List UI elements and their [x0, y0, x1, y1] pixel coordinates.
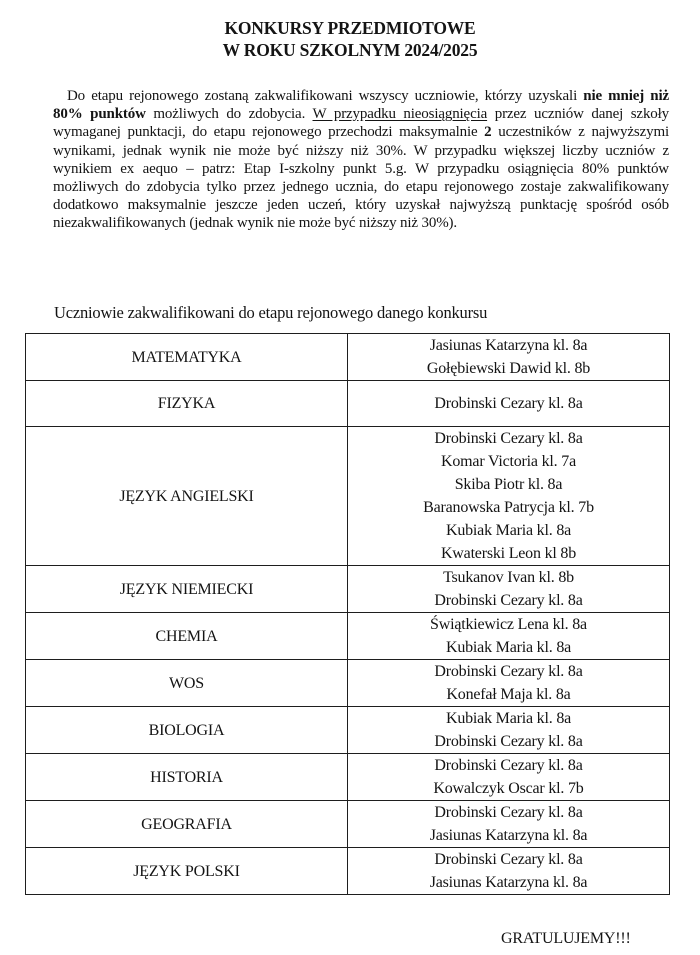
student-name: Drobinski Cezary kl. 8a	[434, 757, 583, 774]
table-caption: Uczniowie zakwalifikowani do etapu rejonowego danego konkursu	[54, 303, 488, 322]
student-name: Baranowska Patrycja kl. 7b	[423, 499, 594, 516]
table-row	[26, 848, 670, 895]
subject-cell: BIOLOGIA	[26, 707, 348, 754]
intro-paragraph	[53, 87, 669, 233]
student-name: Komar Victoria kl. 7a	[441, 453, 576, 470]
student-name: Jasiunas Katarzyna kl. 8a	[429, 827, 588, 844]
student-name: Drobinski Cezary kl. 8a	[434, 804, 583, 821]
table-row	[26, 660, 670, 707]
table-row	[26, 381, 670, 427]
table-row	[26, 801, 670, 848]
student-name: Jasiunas Katarzyna kl. 8a	[429, 874, 588, 891]
subject-cell: MATEMATYKA	[26, 334, 348, 381]
student-name: Kowalczyk Oscar kl. 7b	[433, 780, 584, 797]
student-name: Kubiak Maria kl. 8a	[445, 522, 572, 539]
subject-cell: JĘZYK ANGIELSKI	[26, 427, 348, 566]
students-cell	[348, 660, 670, 707]
student-name: Kubiak Maria kl. 8a	[445, 639, 572, 656]
intro-text-2: możliwych do zdobycia.	[145, 106, 313, 123]
table-row	[26, 613, 670, 660]
students-cell	[348, 754, 670, 801]
intro-text-3: przez uczniów danej szkoły wymaganej punktacji, do etapu rejonowego przechodzi maksymalnie	[53, 106, 670, 141]
subject-cell: GEOGRAFIA	[26, 801, 348, 848]
student-name: Drobinski Cezary kl. 8a	[434, 733, 583, 750]
students-cell	[348, 801, 670, 848]
intro-underlined-condition: W przypadku nieosiągnięcia	[312, 106, 488, 123]
subject-cell: WOS	[26, 660, 348, 707]
subject-cell: FIZYKA	[26, 381, 348, 427]
intro-bold-count: 2	[484, 124, 492, 141]
table-row	[26, 566, 670, 613]
title-line-2: W ROKU SZKOLNYM 2024/2025	[222, 40, 478, 60]
student-name: Skiba Piotr kl. 8a	[454, 476, 563, 493]
student-name: Tsukanov Ivan kl. 8b	[443, 569, 574, 586]
student-name: Świątkiewicz Lena kl. 8a	[430, 616, 587, 633]
students-cell	[348, 381, 670, 427]
title-line-1: KONKURSY PRZEDMIOTOWE	[224, 18, 476, 38]
table-row	[26, 754, 670, 801]
student-name: Gołębiewski Dawid kl. 8b	[426, 360, 591, 377]
student-name: Drobinski Cezary kl. 8a	[434, 851, 583, 868]
subject-cell: CHEMIA	[26, 613, 348, 660]
document-title	[0, 17, 700, 61]
intro-text-4: uczestników z najwyższymi wynikami, jednak wynik nie może być niższy niż 30%. W przypadku większej liczby uczniów z wynikiem ex aequo – patrz: Etap I-szkolny punkt 5.g. W przypadku osiągnięcia 80% punktów możliwych do zdobycia tylko przez jednego ucznia, do etapu rejonowego zostaje zakwalifikowany dodatkowo maksymalnie jeszcze jeden uczeń, który uzyskał najwyższą punktację spośród osób niezakwalifikowanych (jednak wynik nie może być niższy niż 30%).	[53, 124, 669, 232]
students-cell	[348, 427, 670, 566]
student-name: Jasiunas Katarzyna kl. 8a	[429, 337, 588, 354]
student-name: Kubiak Maria kl. 8a	[445, 710, 572, 727]
intro-bold-threshold: nie mniej niż 80% punktów	[53, 88, 669, 123]
students-cell	[348, 334, 670, 381]
subject-cell: JĘZYK POLSKI	[26, 848, 348, 895]
students-cell	[348, 848, 670, 895]
students-cell	[348, 707, 670, 754]
student-name: Drobinski Cezary kl. 8a	[434, 430, 583, 447]
students-cell	[348, 613, 670, 660]
student-name: Drobinski Cezary kl. 8a	[434, 592, 583, 609]
qualified-students-table	[25, 333, 670, 895]
table-row	[26, 707, 670, 754]
congratulations-text: GRATULUJEMY!!!	[501, 930, 631, 947]
table-body	[26, 334, 670, 895]
subject-cell: JĘZYK NIEMIECKI	[26, 566, 348, 613]
intro-text-1: Do etapu rejonowego zostaną zakwalifikowani wszyscy uczniowie, którzy uzyskali	[67, 88, 584, 104]
subject-cell: HISTORIA	[26, 754, 348, 801]
student-name: Kwaterski Leon kl 8b	[440, 545, 577, 562]
student-name: Konefał Maja kl. 8a	[446, 686, 571, 703]
student-name: Drobinski Cezary kl. 8a	[434, 663, 583, 680]
student-name: Drobinski Cezary kl. 8a	[434, 395, 583, 412]
table-row	[26, 334, 670, 381]
table-row	[26, 427, 670, 566]
students-cell	[348, 566, 670, 613]
